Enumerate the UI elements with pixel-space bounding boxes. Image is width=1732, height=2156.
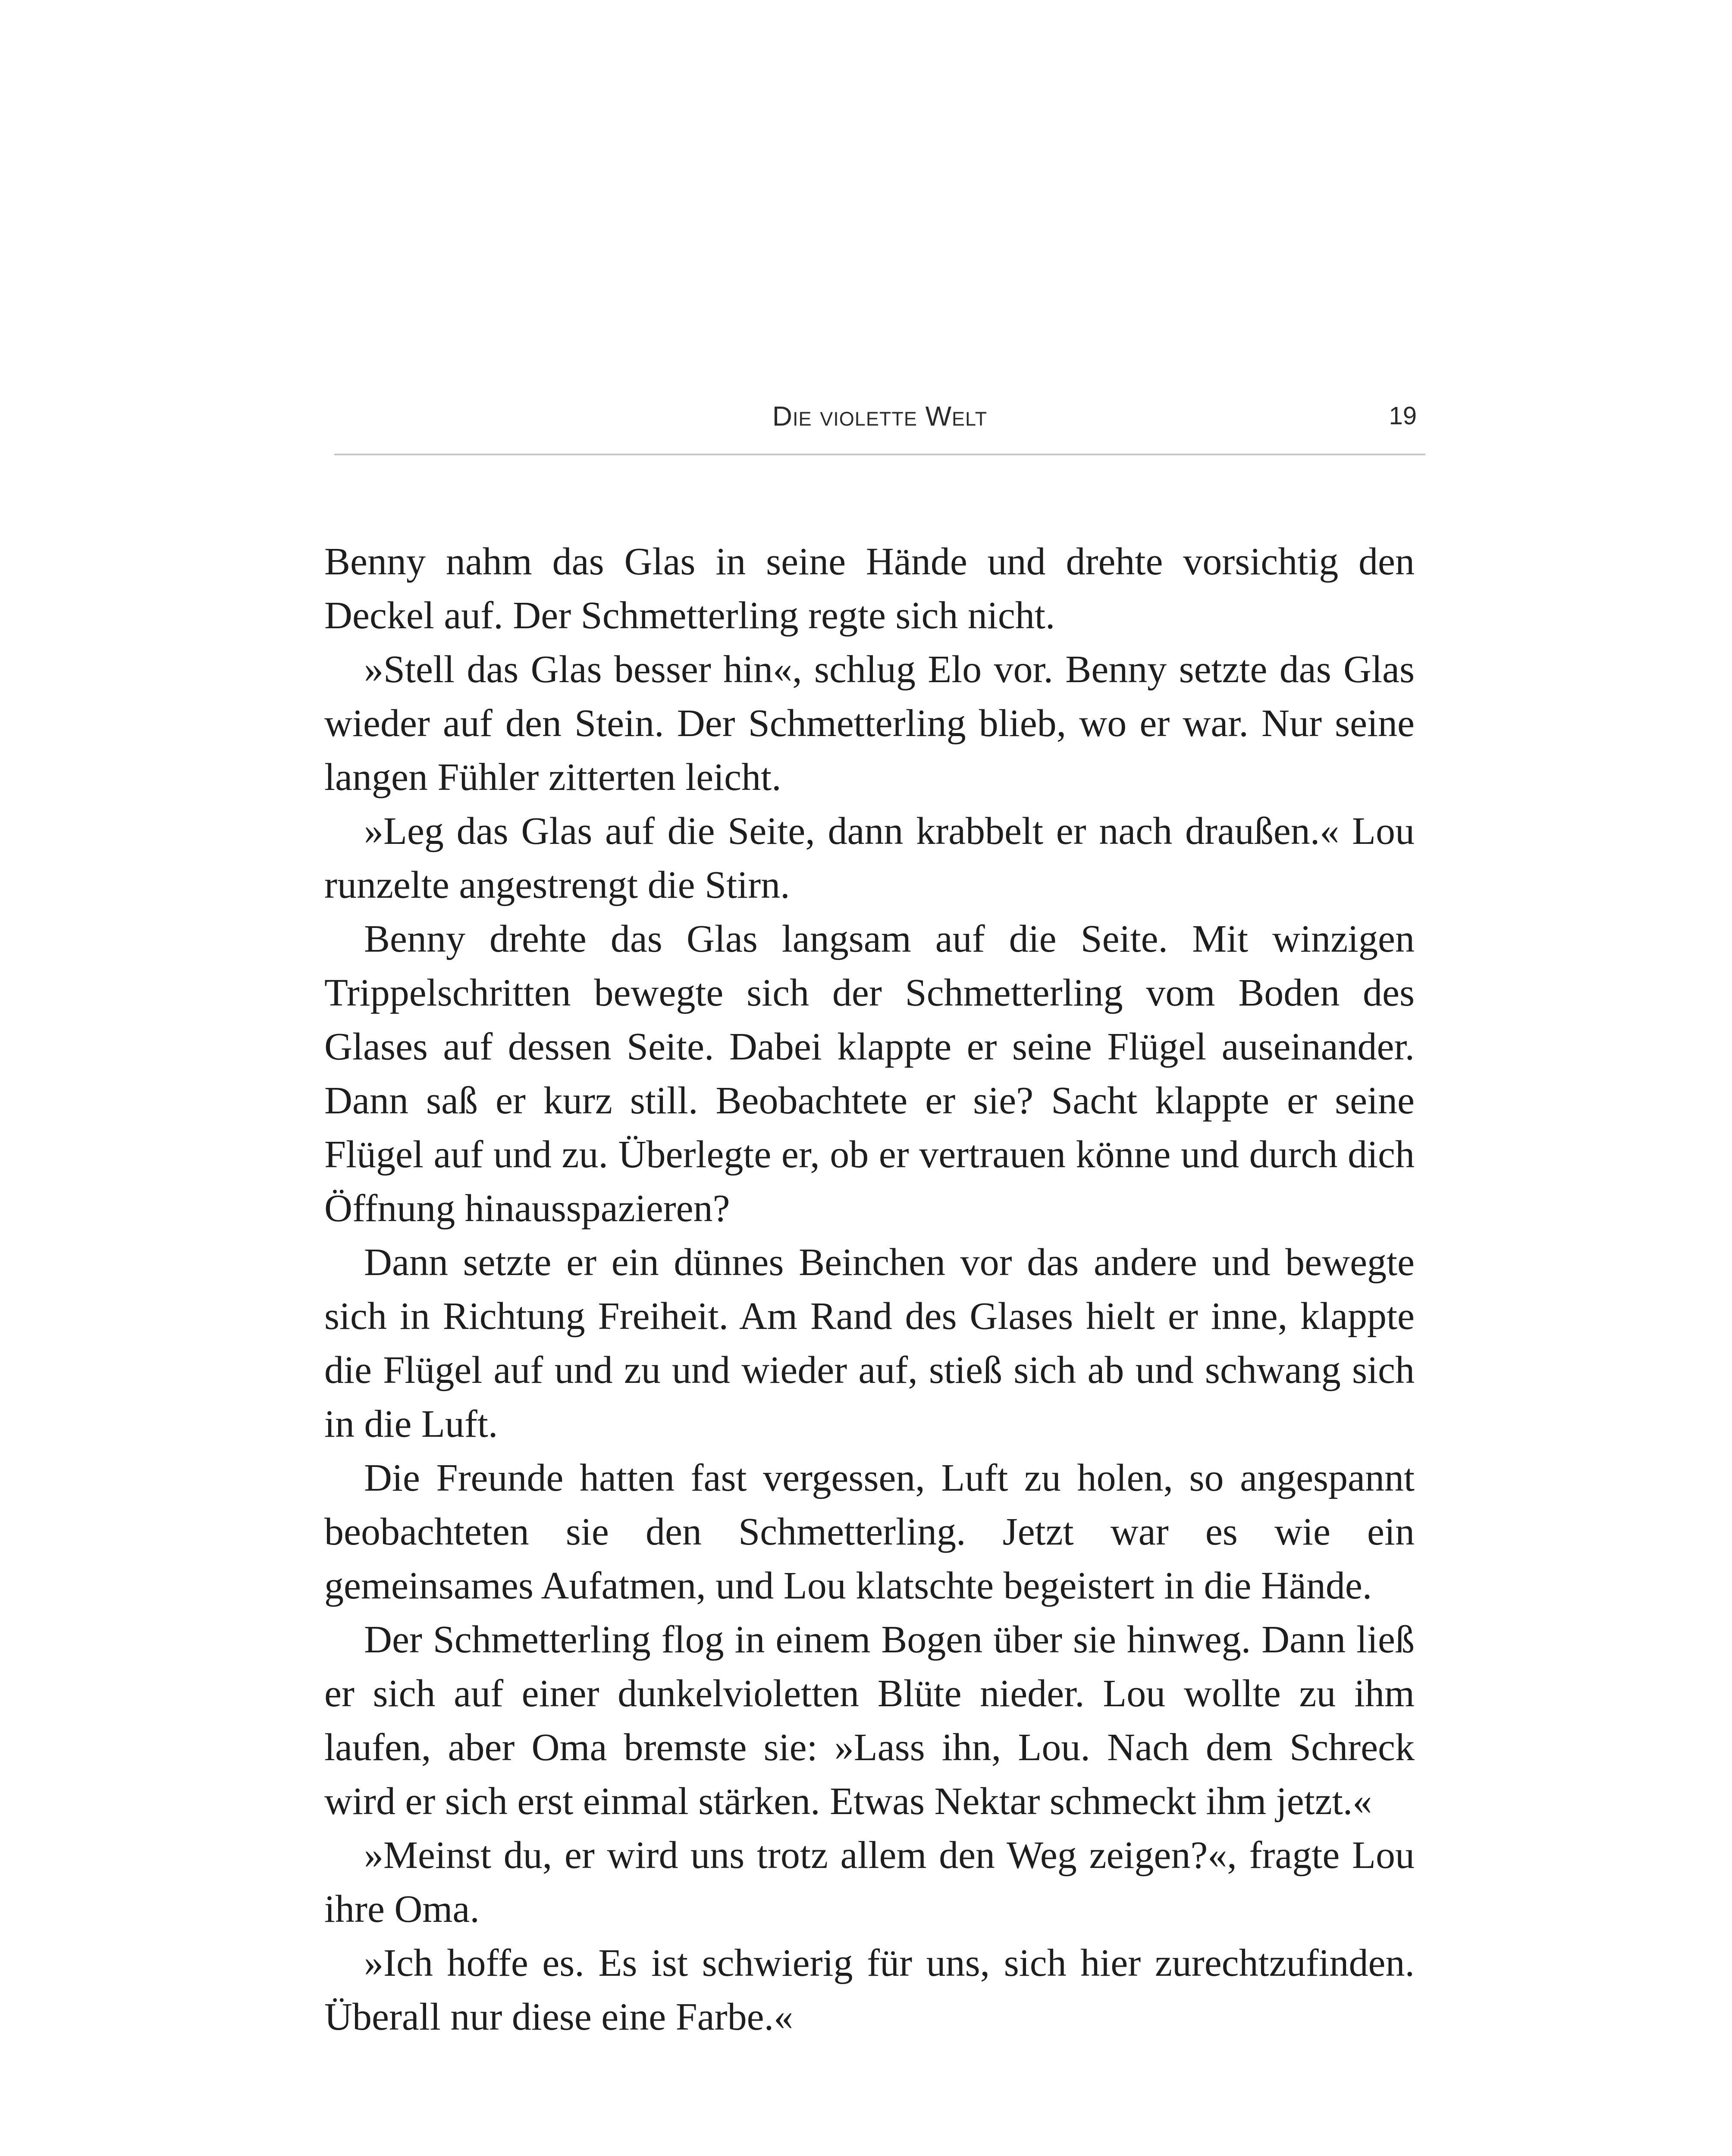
body-text — [324, 535, 1415, 2044]
header-divider — [334, 454, 1425, 455]
paragraph: »Stell das Glas besser hin«, schlug Elo vor. Benny setzte das Glas wieder auf den Stein. Der Schmetterling blieb, wo er war. Nur seine langen Fühler zitterten leicht. — [324, 648, 1415, 799]
paragraph: Die Freunde hatten fast vergessen, Luft zu holen, so angespannt beobachteten sie den Schmetterling. Jetzt war es wie ein gemeinsames Aufatmen, und Lou klatschte begeistert in die Hände. — [324, 1457, 1415, 1607]
page-number: 19 — [1389, 402, 1417, 430]
running-head — [334, 401, 1425, 431]
paragraph: »Meinst du, er wird uns trotz allem den Weg zeigen?«, fragte Lou ihre Oma. — [324, 1834, 1415, 1930]
paragraph: Der Schmetterling flog in einem Bogen über sie hinweg. Dann ließ er sich auf einer dunkelvioletten Blüte nieder. Lou wollte zu ihm laufen, aber Oma bremste sie: »Lass ihn, Lou. Nach dem Schreck wird er sich erst einmal stärken. Etwas Nektar schmeckt ihm jetzt.« — [324, 1618, 1415, 1823]
running-title: Die violette Welt — [772, 401, 988, 432]
paragraph: Benny nahm das Glas in seine Hände und drehte vorsichtig den Deckel auf. Der Schmetterling regte sich nicht. — [324, 540, 1415, 637]
paragraph: Dann setzte er ein dünnes Beinchen vor das andere und bewegte sich in Richtung Freiheit. Am Rand des Glases hielt er inne, klappte die Flügel auf und zu und wieder auf, stieß sich ab und schwang sich in die Luft. — [324, 1241, 1415, 1445]
paragraph: »Ich hoffe es. Es ist schwierig für uns, sich hier zurechtzufinden. Überall nur diese eine Farbe.« — [324, 1942, 1415, 2038]
paragraph: Benny drehte das Glas langsam auf die Seite. Mit winzigen Trippelschritten bewegte sich der Schmetterling vom Boden des Glases auf dessen Seite. Dabei klappte er seine Flügel auseinander. Dann saß er kurz still. Beobachtete er sie? Sacht klappte er seine Flügel auf und zu. Überlegte er, ob er vertrauen könne und durch dich Öffnung hinausspazieren? — [324, 918, 1415, 1230]
paragraph: »Leg das Glas auf die Seite, dann krabbelt er nach draußen.« Lou runzelte angestrengt die Stirn. — [324, 810, 1415, 906]
